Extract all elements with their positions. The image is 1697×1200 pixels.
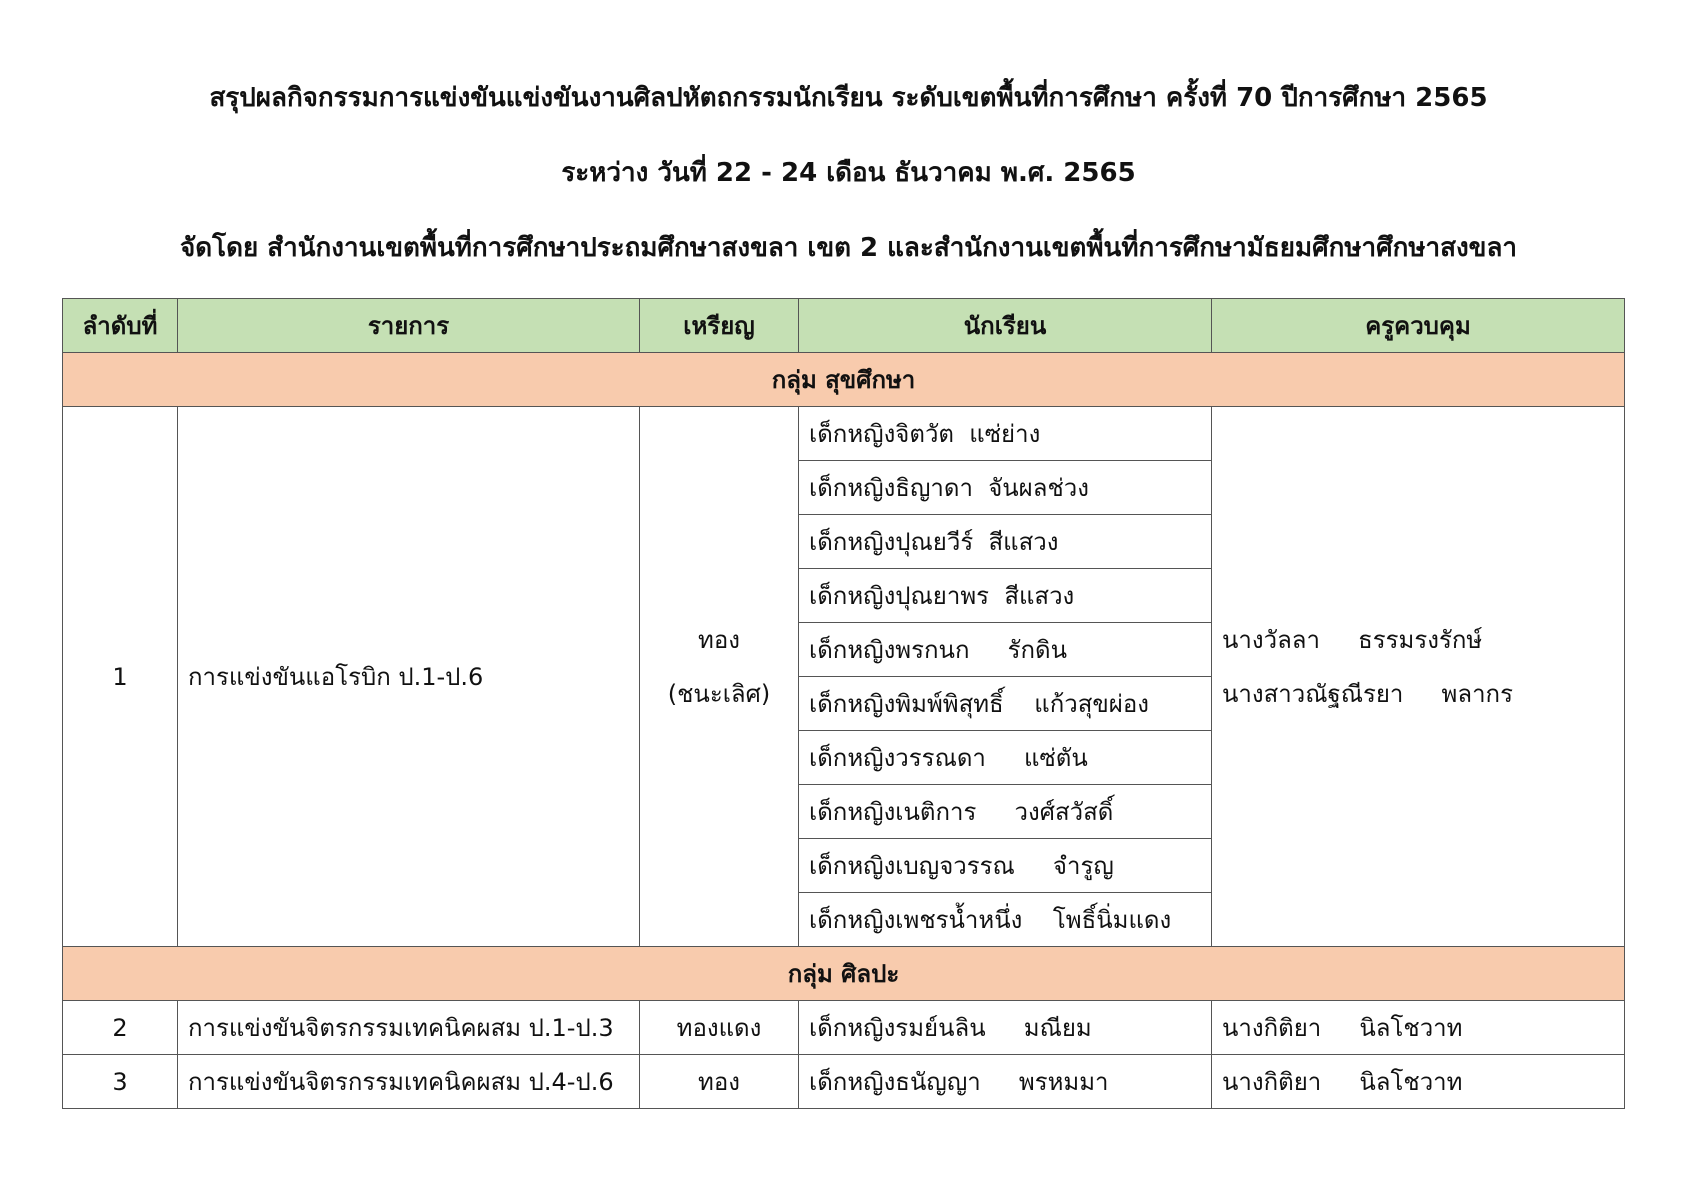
results-table	[62, 298, 1625, 1109]
teacher-name: นางกิติยา นิลโชวาท	[1212, 1055, 1625, 1109]
document-title: สรุปผลกิจกรรมการแข่งขันแข่งขันงานศิลปหัตถกรรมนักเรียน ระดับเขตพื้นที่การศึกษา ครั้งที่ 70 ปีการศึกษา 2565	[209, 83, 1488, 113]
student-name: เด็กหญิงวรรณดา แซ่ตัน	[799, 731, 1212, 785]
header-medal: เหรียญ	[640, 299, 799, 353]
medal-note: (ชนะเลิศ)	[667, 679, 771, 708]
document-date-range: ระหว่าง วันที่ 22 - 24 เดือน ธันวาคม พ.ศ. 2565	[561, 158, 1136, 188]
group-name: กลุ่ม สุขศึกษา	[63, 353, 1625, 407]
student-name: เด็กหญิงพิมพ์พิสุทธิ์ แก้วสุขผ่อง	[799, 677, 1212, 731]
student-name: เด็กหญิงปุณยาพร สีแสวง	[799, 569, 1212, 623]
student-name: เด็กหญิงรมย์นลิน มณียม	[799, 1001, 1212, 1055]
teacher-name: นางสาวณัฐณีรยา พลากร	[1222, 679, 1513, 708]
row-item: การแข่งขันจิตรกรรมเทคนิคผสม ป.4-ป.6	[178, 1055, 640, 1109]
group-row	[63, 947, 1625, 1001]
header-students: นักเรียน	[799, 299, 1212, 353]
row-item: การแข่งขันจิตรกรรมเทคนิคผสม ป.1-ป.3	[178, 1001, 640, 1055]
row-medal: ทอง	[640, 1055, 799, 1109]
student-name: เด็กหญิงธนัญญา พรหมมา	[799, 1055, 1212, 1109]
row-medal: ทองแดง	[640, 1001, 799, 1055]
student-name: เด็กหญิงจิตวัต แซ่ย่าง	[799, 407, 1212, 461]
student-name: เด็กหญิงธิญาดา จันผลช่วง	[799, 461, 1212, 515]
document-organizer: จัดโดย สำนักงานเขตพื้นที่การศึกษาประถมศึกษาสงขลา เขต 2 และสำนักงานเขตพื้นที่การศึกษามัธยมศึกษาศึกษาสงขลา	[180, 233, 1517, 263]
student-name: เด็กหญิงเนติการ วงศ์สวัสดิ์	[799, 785, 1212, 839]
teacher-name: นางวัลลา ธรรมรงรักษ์	[1222, 625, 1483, 654]
header-row	[63, 299, 1625, 353]
table-row	[63, 1055, 1625, 1109]
teacher-name: นางกิติยา นิลโชวาท	[1212, 1001, 1625, 1055]
row-no: 3	[63, 1055, 178, 1109]
header-teachers: ครูควบคุม	[1212, 299, 1625, 353]
student-name: เด็กหญิงปุณยวีร์ สีแสวง	[799, 515, 1212, 569]
group-row	[63, 353, 1625, 407]
student-name: เด็กหญิงเบญจวรรณ จำรูญ	[799, 839, 1212, 893]
table-row	[63, 407, 1625, 461]
student-name: เด็กหญิงพรกนก รักดิน	[799, 623, 1212, 677]
row-medal	[640, 407, 799, 947]
student-name: เด็กหญิงเพชรน้ำหนึ่ง โพธิ์นิ่มแดง	[799, 893, 1212, 947]
row-no: 2	[63, 1001, 178, 1055]
medal-label: ทอง	[698, 625, 740, 654]
header-no: ลำดับที่	[63, 299, 178, 353]
group-name: กลุ่ม ศิลปะ	[63, 947, 1625, 1001]
row-no: 1	[63, 407, 178, 947]
table-row	[63, 1001, 1625, 1055]
row-teachers	[1212, 407, 1625, 947]
header-item: รายการ	[178, 299, 640, 353]
row-item: การแข่งขันแอโรบิก ป.1-ป.6	[178, 407, 640, 947]
